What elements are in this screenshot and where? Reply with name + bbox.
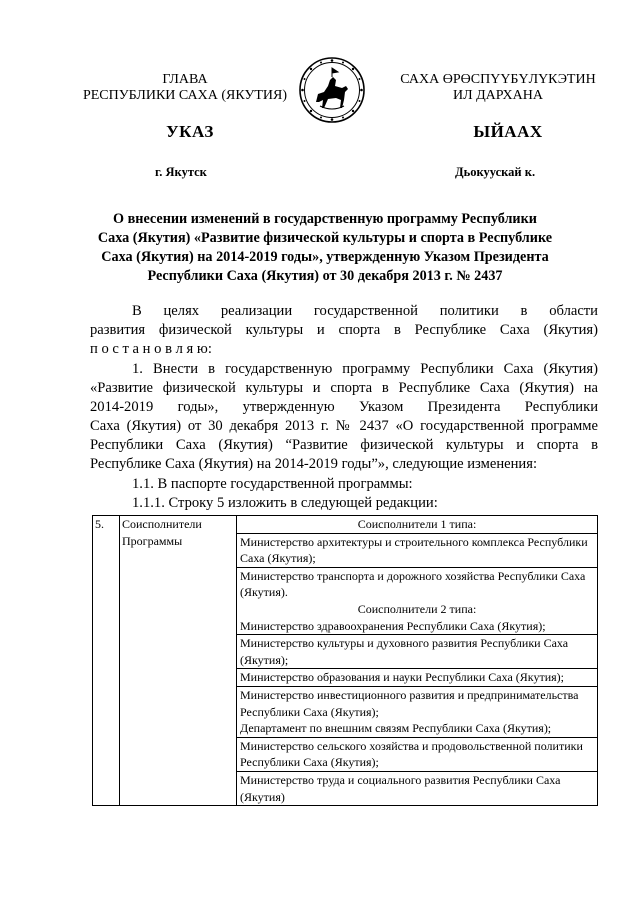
doc-type-sakha: ЫЙААХ bbox=[473, 122, 543, 141]
list-item: Министерство культуры и духовного развития Республики Саха (Якутия); bbox=[237, 634, 597, 668]
paragraph-item1-line: Республике Саха (Якутия) на 2014-2019 годы”», следующие изменения: bbox=[90, 456, 538, 472]
title-line: Саха (Якутия) на 2014-2019 годы», утвержденную Указом Президента bbox=[101, 249, 549, 265]
doc-type-ru: УКАЗ bbox=[166, 122, 214, 141]
title-line: О внесении изменений в государственную программу Республики bbox=[113, 211, 537, 227]
list-item: Министерство архитектуры и строительного комплекса Республики Саха (Якутия); bbox=[237, 533, 597, 567]
paragraph-item1-line: «Развитие физической культуры и спорта в Республике Саха (Якутия) на bbox=[90, 380, 598, 396]
row-number-cell bbox=[93, 516, 120, 806]
group2-heading: Соисполнители 2 типа: bbox=[357, 601, 477, 616]
paragraph-item1-line: Саха (Якутия) от 30 декабря 2013 г. № 2437 «О государственной программе bbox=[90, 418, 598, 434]
list-item: Министерство транспорта и дорожного хозяйства Республики Саха (Якутия). bbox=[237, 567, 597, 601]
paragraph-item1-line: Республики Саха (Якутия) “Развитие физической культуры и спорта в bbox=[90, 437, 598, 453]
issuer-sakha-line2: ИЛ ДАРХАНА bbox=[452, 88, 543, 103]
coexecutors-table bbox=[92, 515, 598, 806]
title-line: Республики Саха (Якутия) от 30 декабря 2013 г. № 2437 bbox=[147, 268, 503, 284]
paragraph-preamble-line: В целях реализации государственной политики в области bbox=[132, 303, 598, 319]
list-item: Министерство труда и социального развития Республики Саха (Якутия) bbox=[237, 771, 597, 805]
issuer-sakha bbox=[378, 72, 618, 104]
issuer-ru bbox=[70, 72, 300, 104]
list-item: Департамент по внешним связям Республики Саха (Якутия); bbox=[240, 721, 552, 736]
row-number: 5. bbox=[95, 517, 104, 531]
coat-of-arms-emblem-icon bbox=[298, 56, 366, 124]
city-ru: г. Якутск bbox=[155, 165, 207, 179]
list-item: Министерство сельского хозяйства и продовольственной политики Республики Саха (Якутия); bbox=[237, 737, 597, 771]
paragraph-preamble-line: п о с т а н о в л я ю: bbox=[90, 341, 212, 357]
list-item: Министерство образования и науки Республики Саха (Якутия); bbox=[237, 668, 597, 686]
row-label-cell bbox=[120, 516, 237, 806]
city-sakha: Дьокуускай к. bbox=[455, 165, 536, 179]
issuer-ru-line2: РЕСПУБЛИКИ САХА (ЯКУТИЯ) bbox=[82, 88, 288, 103]
paragraph-preamble-line: развития физической культуры и спорта в Республике Саха (Якутия) bbox=[90, 322, 598, 338]
issuer-sakha-line1: САХА ӨРӨСПҮҮБҮЛҮКЭТИН bbox=[400, 72, 596, 87]
paragraph-subitem: 1.1. В паспорте государственной программы: bbox=[132, 476, 413, 492]
row-content-cell bbox=[237, 516, 598, 806]
title-line: Саха (Якутия) «Развитие физической культуры и спорта в Республике bbox=[97, 230, 553, 246]
list-item: Министерство инвестиционного развития и предпринимательства Республики Саха (Якутия); bbox=[237, 686, 597, 720]
group1-heading: Соисполнители 1 типа: bbox=[357, 517, 477, 531]
list-item: Министерство здравоохранения Республики Саха (Якутия); bbox=[240, 618, 546, 633]
issuer-ru-line1: ГЛАВА bbox=[162, 72, 208, 87]
row-label-line: Соисполнители bbox=[122, 517, 202, 531]
paragraph-item1-line: 2014-2019 годы», утвержденную Указом Президента Республики bbox=[90, 399, 598, 415]
decree-title bbox=[90, 210, 560, 286]
paragraph-subitem: 1.1.1. Строку 5 изложить в следующей редакции: bbox=[132, 495, 438, 511]
paragraph-item1-line: 1. Внести в государственную программу Республики Саха (Якутия) bbox=[132, 361, 598, 377]
table-row bbox=[93, 516, 598, 806]
row-label-line: Программы bbox=[122, 533, 183, 548]
